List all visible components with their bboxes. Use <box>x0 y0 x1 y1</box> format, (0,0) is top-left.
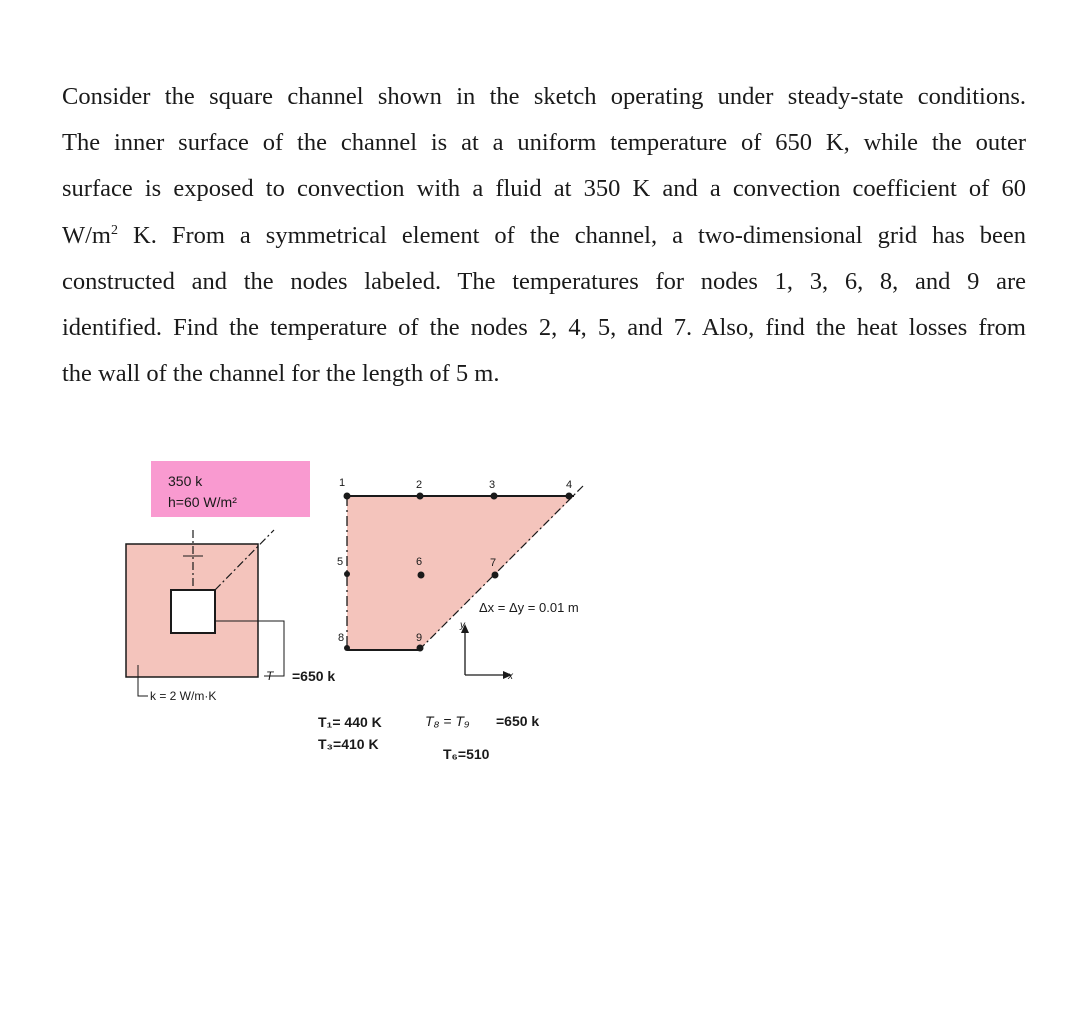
grid-spacing-label: Δx = Δy = 0.01 m <box>479 600 579 615</box>
coordinate-axes <box>459 620 514 682</box>
node-label-3: 3 <box>489 479 496 491</box>
given-t1: T₁= 440 K <box>318 714 382 730</box>
problem-line-2: The inner surface of the channel is at a uniform temperature of 650 K, while the outer <box>62 129 1026 157</box>
problem-line-5: constructed and the nodes labeled. The temperatures for nodes 1, 3, 6, 8, and 9 are <box>62 267 1026 295</box>
sticky-note-temp: 350 k <box>168 473 203 489</box>
node-label-1: 1 <box>339 477 346 489</box>
node-label-5: 5 <box>337 556 344 568</box>
node-label-9: 9 <box>416 632 423 644</box>
inner-temp-value: =650 k <box>292 668 336 684</box>
node-label-8: 8 <box>338 632 345 644</box>
node-label-2: 2 <box>416 479 423 491</box>
node-9 <box>417 645 424 652</box>
node-3 <box>491 493 498 500</box>
given-t6: T₆=510 <box>443 746 490 762</box>
node-8 <box>344 645 350 651</box>
inner-temp-symbol: T <box>266 669 274 683</box>
node-label-6: 6 <box>416 556 423 568</box>
channel-inner-square <box>171 590 215 633</box>
node-7 <box>492 572 499 579</box>
problem-line-7: the wall of the channel for the length of 5 m. <box>62 360 500 388</box>
sticky-note-h: h=60 W/m² <box>168 494 237 510</box>
node-1 <box>344 493 351 500</box>
node-label-4: 4 <box>566 479 573 491</box>
given-t3: T₃=410 K <box>318 736 379 752</box>
problem-line-3: surface is exposed to convection with a fluid at 350 K and a convection coefficient of 60 <box>62 175 1026 203</box>
node-6 <box>418 572 425 579</box>
y-axis-label: y <box>460 620 465 631</box>
given-t8-t9-value: =650 k <box>496 713 540 729</box>
problem-line-1: Consider the square channel shown in the sketch operating under steady-state conditions. <box>62 83 1026 110</box>
node-4 <box>566 493 573 500</box>
problem-line-4: $W/m^2$ K. From a symmetrical element of the channel, a two-dimensional grid has been <box>62 221 1026 249</box>
given-t8-t9-symbol: T₈ = T₉ <box>425 713 470 729</box>
node-2 <box>417 493 424 500</box>
conductivity-label: k = 2 W/m·K <box>150 689 217 703</box>
node-label-7: 7 <box>490 557 497 569</box>
problem-line-6: identified. Find the temperature of the nodes 2, 4, 5, and 7. Also, find the heat losses from <box>62 313 1026 341</box>
node-5 <box>344 571 350 577</box>
x-axis-label: x <box>508 671 513 682</box>
